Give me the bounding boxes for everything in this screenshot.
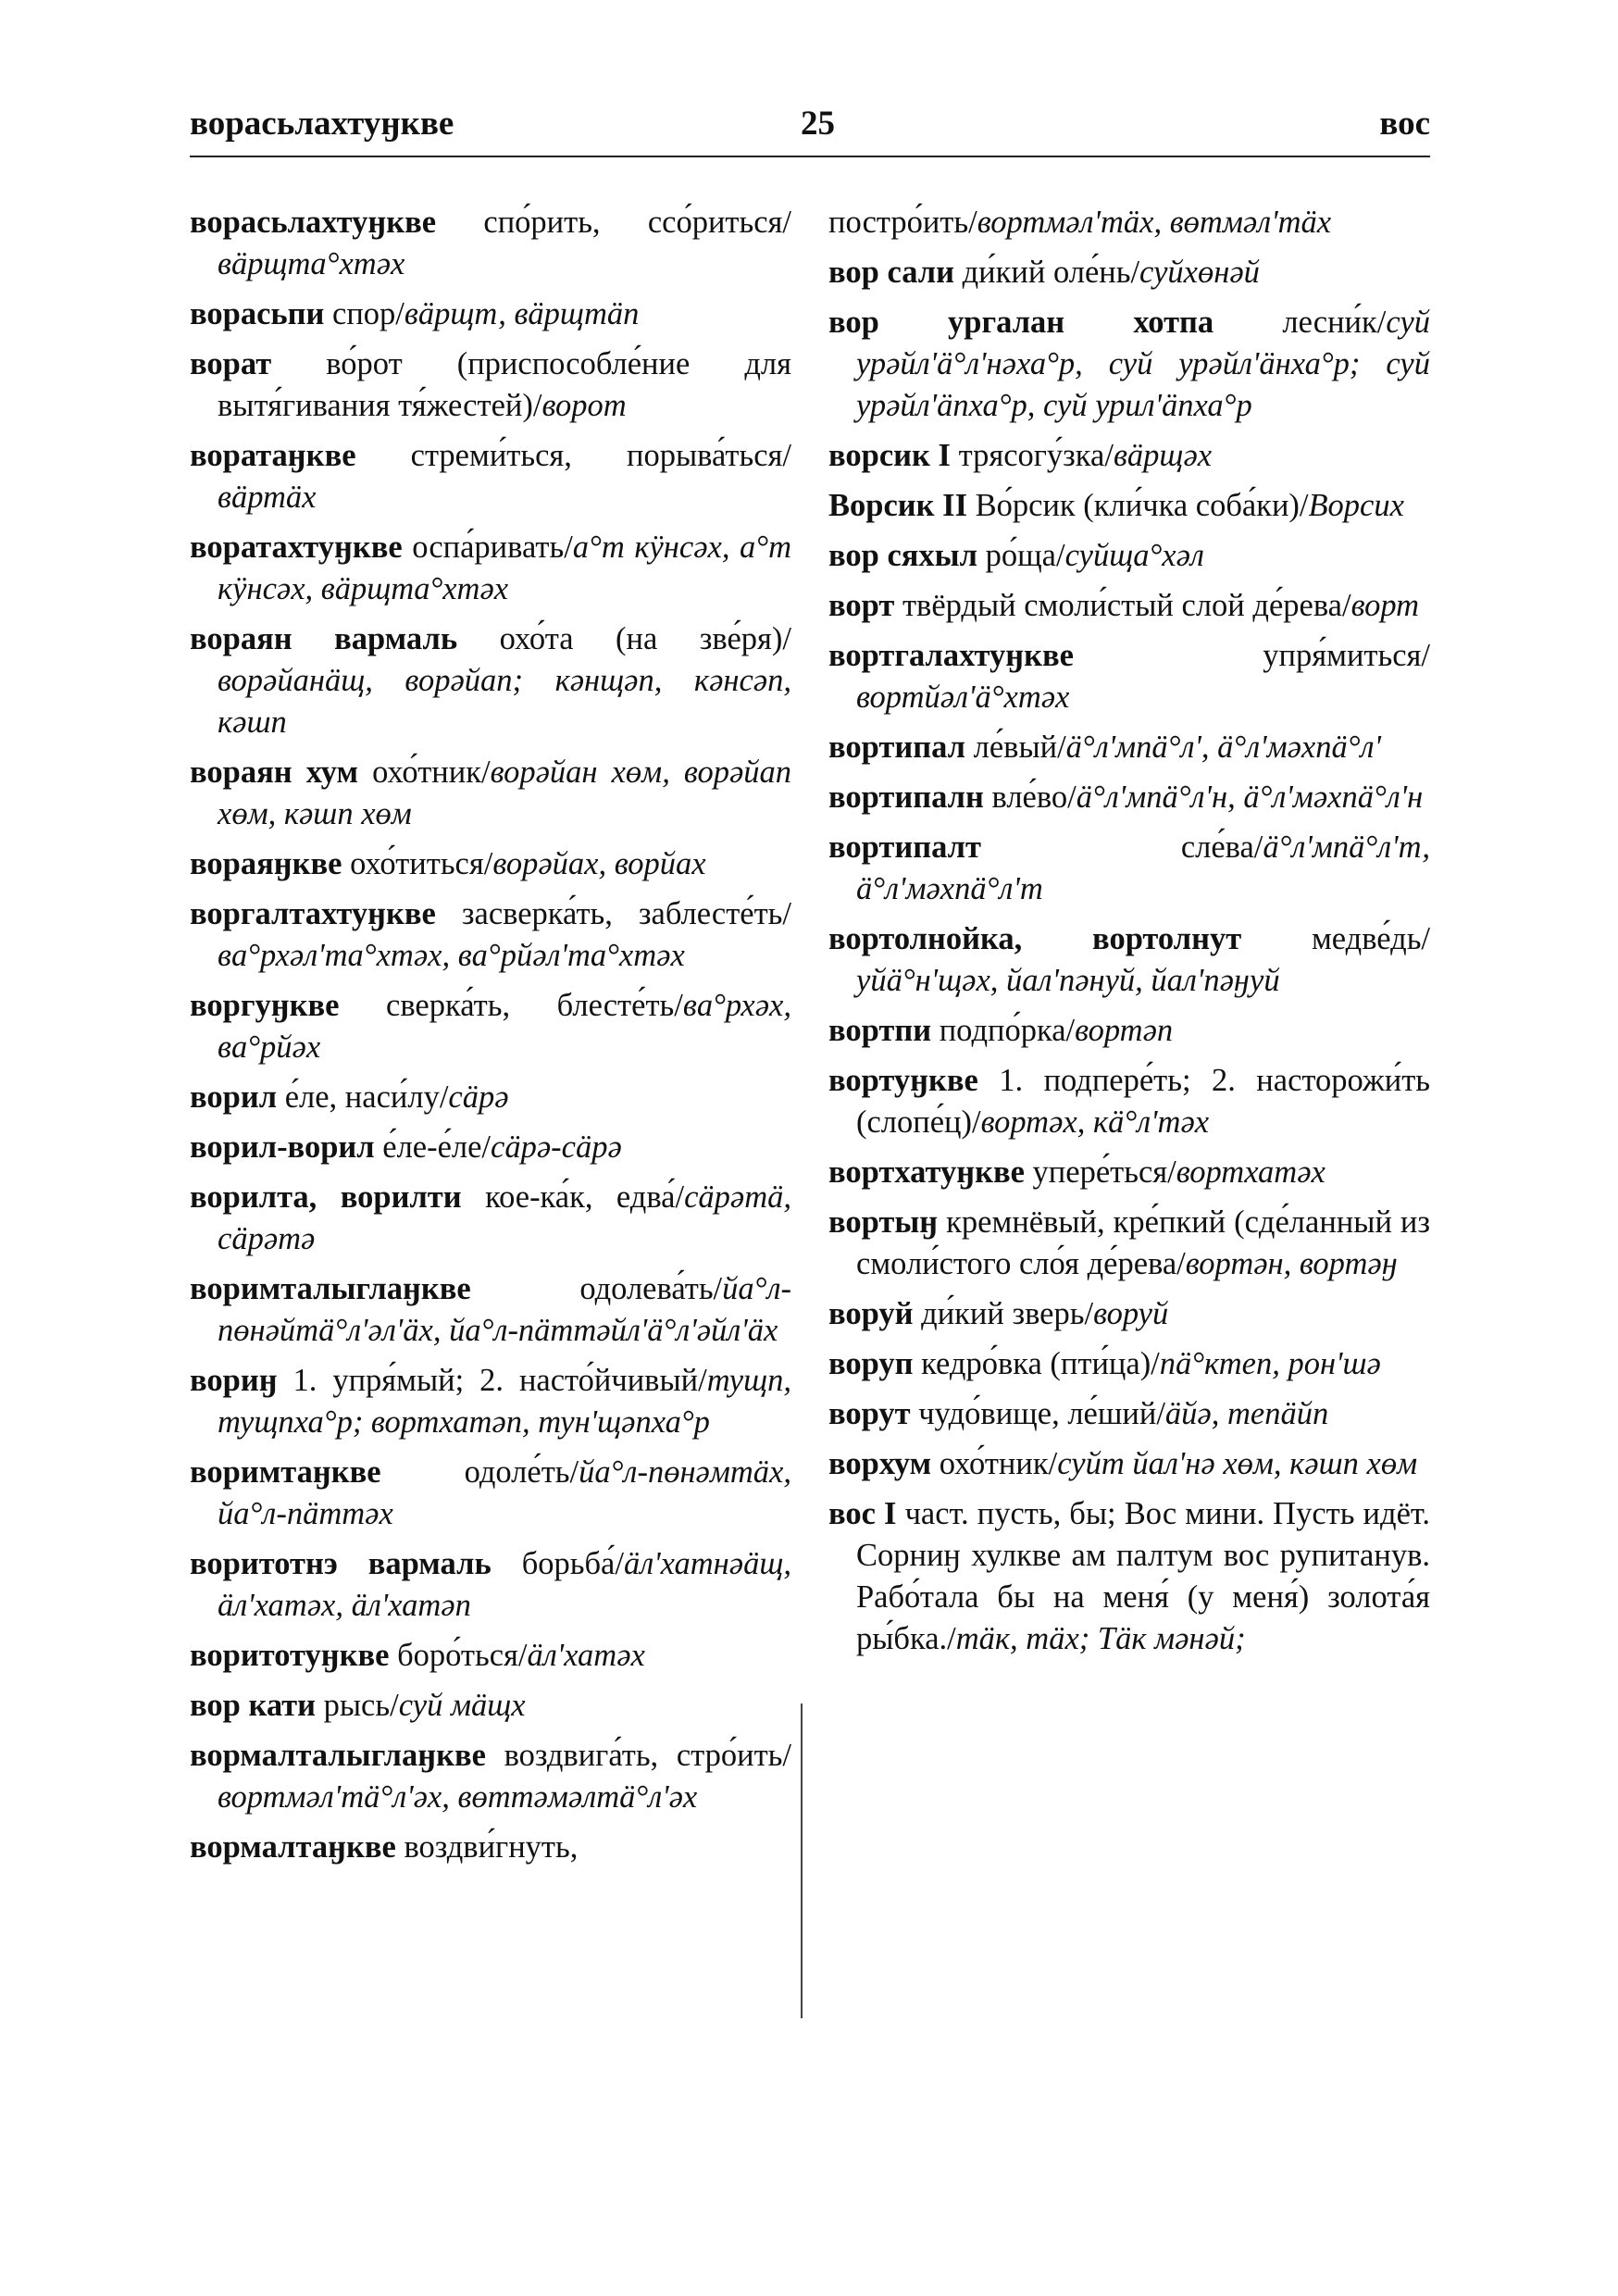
entry-mansi-translation: сäрə (448, 1079, 509, 1115)
entry-definition: твёрдый смоли́стый слой де́рева/ (902, 588, 1351, 623)
entry-definition: охо́титься/ (350, 846, 493, 881)
page-header (190, 104, 1430, 159)
entry-mansi-translation: ворəйанäщ, ворəйап; кəнщəп, кəнсəп, кəшп (218, 663, 791, 740)
entry-headword: воримтаӈкве (190, 1454, 381, 1490)
entry-definition: кремнёвый, кре́пкий (сде́ланный из смоли́стого сло́я де́рева/ (856, 1204, 1430, 1281)
dictionary-entry (190, 1268, 791, 1352)
dictionary-entry (828, 918, 1430, 1002)
entry-headword: воратахтуӈкве (190, 530, 403, 565)
header-right-headword: вос (1379, 105, 1430, 143)
entry-mansi-translation: вäртäх (218, 480, 317, 515)
dictionary-entry (190, 1685, 791, 1727)
entry-definition: ди́кий оле́нь/ (962, 255, 1140, 290)
entry-mansi-translation: вортмəл'тä°л'əх, вөттəмəлтä°л'əх (218, 1779, 698, 1815)
entry-headword: вос I (828, 1496, 897, 1531)
entry-headword: вор ургалан хотпа (828, 305, 1214, 340)
entry-definition: охо́тник/ (372, 755, 491, 790)
entry-headword: вораян вармаль (190, 621, 458, 656)
dictionary-entry (828, 202, 1430, 243)
dictionary-entry (828, 485, 1430, 527)
entry-headword: воритотнэ вармаль (190, 1546, 492, 1581)
entry-headword: ворат (190, 346, 272, 381)
entry-mansi-translation: вa°рхəл'тa°хтəх, вa°рйəл'тa°хтəх (218, 938, 685, 973)
entry-headword: воруй (828, 1296, 914, 1331)
page-number: 25 (801, 105, 835, 143)
dictionary-entry (828, 1393, 1430, 1435)
entry-definition: ле́вый/ (973, 730, 1066, 765)
entry-headword: ворилта, ворилти (190, 1179, 462, 1215)
dictionary-entry (828, 535, 1430, 577)
entry-headword: вортипалт (828, 830, 981, 865)
dictionary-entry (828, 827, 1430, 910)
dictionary-entry (190, 1543, 791, 1627)
dictionary-entry (828, 1493, 1430, 1660)
entry-definition: 1. упря́мый; 2. насто́йчивый/ (292, 1363, 707, 1398)
dictionary-entry (190, 1127, 791, 1168)
entry-mansi-translation: вортхатəх (1176, 1154, 1326, 1190)
entry-mansi-translation: воруй (1093, 1296, 1169, 1331)
entry-mansi-translation: вортмəл'тäх, вөтмəл'тäх (977, 205, 1332, 240)
dictionary-entry (828, 1343, 1430, 1385)
entry-definition: Во́рсик (кли́чка соба́ки)/ (975, 488, 1309, 523)
entry-mansi-translation: сäрə-сäрə (491, 1129, 622, 1165)
entry-headword: вормалталыглаӈкве (190, 1738, 486, 1773)
dictionary-entry (190, 843, 791, 885)
entry-headword: вортипалн (828, 780, 984, 815)
entry-mansi-translation: йа°л-пөнəйтä°л'əл'äх, йа°л-пäттəйл'ä°л'əйл'äх (218, 1271, 791, 1348)
entry-mansi-translation: суй урəйл'ä°л'нəха°р, суй урəйл'äнха°р; суй урəйл'äпха°р, суй урил'äпха°р (856, 305, 1431, 423)
entry-mansi-translation: Ворсих (1308, 488, 1404, 523)
entry-definition: упря́миться/ (1263, 638, 1430, 673)
entry-definition: трясогу́зка/ (958, 438, 1114, 473)
dictionary-entry (190, 752, 791, 835)
entry-headword: ворил (190, 1079, 278, 1115)
entry-definition: борьба́/ (521, 1546, 624, 1581)
entry-definition: сверка́ть, блесте́ть/ (386, 988, 683, 1023)
entry-headword: вораяӈкве (190, 846, 342, 881)
entry-headword: воруп (828, 1346, 914, 1381)
dictionary-entry (190, 1635, 791, 1677)
entry-mansi-translation: ä°л'мпä°л'т, ä°л'мəхпä°л'т (856, 830, 1430, 906)
dictionary-entry (828, 1060, 1430, 1143)
dictionary-entry (828, 1010, 1430, 1052)
entry-headword: ворут (828, 1396, 911, 1431)
right-column (828, 202, 1430, 1668)
entry-headword: воримталыглаӈкве (190, 1271, 471, 1306)
dictionary-entry (828, 635, 1430, 718)
entry-definition: 1. подпере́ть; 2. насторожи́ть (слопе́ц)/ (856, 1063, 1431, 1140)
dictionary-entry (190, 343, 791, 427)
entry-definition: одоле́ть/ (464, 1454, 579, 1490)
entry-headword: вораян хум (190, 755, 358, 790)
entry-mansi-translation: ворəйах, ворйах (492, 846, 706, 881)
entry-headword: вор кати (190, 1688, 316, 1723)
header-left-headword: ворасьлахтуӈкве (190, 105, 454, 143)
entry-mansi-translation: вортəп (1075, 1013, 1174, 1048)
dictionary-entry (190, 985, 791, 1068)
entry-headword: Ворсик II (828, 488, 967, 523)
entry-headword: вортуӈкве (828, 1063, 978, 1098)
entry-definition: ро́ща/ (985, 538, 1065, 573)
entry-headword: воратаӈкве (190, 438, 356, 473)
entry-definition: охо́та (на зве́ря)/ (499, 621, 792, 656)
dictionary-entry (828, 727, 1430, 768)
entry-headword: ворасьпи (190, 296, 325, 331)
entry-mansi-translation: äйə, тепäйп (1164, 1396, 1329, 1431)
entry-mansi-translation: ворт (1350, 588, 1420, 623)
entry-headword: ворил-ворил (190, 1129, 375, 1165)
dictionary-entry (828, 1293, 1430, 1335)
entry-headword: ворасьлахтуӈкве (190, 205, 437, 240)
entry-mansi-translation: вäрщəх (1113, 438, 1213, 473)
entry-mansi-translation: уйä°н'щəх, йал'пəнуй, йал'пəӈуй (856, 963, 1280, 998)
header-rule (190, 156, 1430, 157)
entry-definition: стреми́ться, порыва́ться/ (410, 438, 791, 473)
entry-headword: вортипал (828, 730, 965, 765)
dictionary-entry (190, 1360, 791, 1443)
entry-definition: во́рот (приспособле́ние для вытя́гивания тя́жестей)/ (218, 346, 792, 423)
entry-mansi-translation: вäрщтa°хтəх (218, 246, 405, 281)
entry-definition: воздви́гнуть, (404, 1829, 579, 1865)
entry-mansi-translation: вортйəл'ä°хтəх (856, 680, 1070, 715)
dictionary-entry (828, 585, 1430, 627)
entry-mansi-translation: суйщa°хəл (1064, 538, 1204, 573)
entry-mansi-translation: тущп, тущпха°р; вортхатəп, тун'щəпха°р (218, 1363, 792, 1440)
entry-mansi-translation: тäк, тäх; Тäк мəнəй; (955, 1621, 1246, 1656)
dictionary-entry (190, 1077, 791, 1118)
dictionary-entry (190, 1452, 791, 1535)
entry-definition: одолева́ть/ (579, 1271, 723, 1306)
entry-mansi-translation: ä°л'мпä°л', ä°л'мəхпä°л' (1065, 730, 1381, 765)
dictionary-entry (828, 1152, 1430, 1193)
entry-headword: воргуӈкве (190, 988, 340, 1023)
entry-mansi-translation: äл'хатəх (527, 1638, 645, 1673)
entry-mansi-translation: äл'хатнəäщ, äл'хатəх, äл'хатəп (218, 1546, 791, 1623)
entry-headword: воритотуӈкве (190, 1638, 390, 1673)
entry-headword: вор сяхыл (828, 538, 977, 573)
dictionary-entry (190, 618, 791, 743)
dictionary-entry (190, 1827, 791, 1868)
entry-headword: ворт (828, 588, 895, 623)
entry-definition: упере́ться/ (1032, 1154, 1176, 1190)
entry-mansi-translation: пä°ктеп, рон'шə (1159, 1346, 1381, 1381)
entry-headword: вориӈ (190, 1363, 278, 1398)
dictionary-entry (828, 1443, 1430, 1485)
entry-mansi-translation: сäрəтä, сäрəтə (218, 1179, 791, 1256)
entry-mansi-translation: ворəйан хөм, ворəйап хөм, кəшп хөм (218, 755, 792, 831)
entry-mansi-translation: a°т кÿнсəх, a°т кÿнсəх, вäрщтa°хтəх (218, 530, 791, 606)
entry-headword: вортолнойка, вортолнут (828, 921, 1242, 956)
entry-definition: охо́тник/ (939, 1446, 1058, 1481)
entry-headword: вортпи (828, 1013, 932, 1048)
entry-definition: оспа́ривать/ (412, 530, 573, 565)
entry-definition: воздвига́ть, стро́ить/ (504, 1738, 791, 1773)
entry-headword: вормалтаӈкве (190, 1829, 396, 1865)
entry-headword: ворхум (828, 1446, 932, 1481)
left-column (190, 202, 791, 1877)
column-divider (801, 1703, 803, 2018)
entry-definition: спор/ (332, 296, 404, 331)
dictionary-entry (190, 293, 791, 335)
entry-definition: кое-ка́к, едва́/ (485, 1179, 685, 1215)
entry-definition: вле́во/ (991, 780, 1077, 815)
entry-mansi-translation: суй мäщх (398, 1688, 526, 1723)
entry-mansi-translation: вортəх, кä°л'тəх (980, 1104, 1210, 1140)
entry-definition: рысь/ (323, 1688, 399, 1723)
dictionary-entry (828, 302, 1430, 427)
entry-mansi-translation: вортəн, вортəӈ (1185, 1246, 1398, 1281)
entry-definition: медве́дь/ (1311, 921, 1431, 956)
dictionary-entry (828, 435, 1430, 477)
entry-mansi-translation: вäрщт, вäрщтäп (404, 296, 640, 331)
entry-mansi-translation: суйхөнəй (1139, 255, 1260, 290)
dictionary-entry (828, 1202, 1430, 1285)
entry-mansi-translation: ворот (541, 388, 627, 423)
entry-definition: ди́кий зверь/ (921, 1296, 1094, 1331)
dictionary-entry (190, 435, 791, 518)
dictionary-entry (190, 1735, 791, 1818)
dictionary-entry (828, 252, 1430, 293)
entry-definition: сле́ва/ (1180, 830, 1263, 865)
entry-headword: вортгалахтуӈкве (828, 638, 1074, 673)
entry-headword: воргалтахтуӈкве (190, 896, 436, 931)
dictionary-entry (828, 777, 1430, 818)
entry-definition: кедро́вка (пти́ца)/ (921, 1346, 1160, 1381)
entry-definition: боро́ться/ (397, 1638, 528, 1673)
entry-headword: ворсик I (828, 438, 951, 473)
entry-headword: вор сали (828, 255, 954, 290)
entry-mansi-translation: ä°л'мпä°л'н, ä°л'мəхпä°л'н (1076, 780, 1424, 815)
dictionary-entry (190, 1177, 791, 1260)
entry-mansi-translation: суйт йал'нə хөм, кəшп хөм (1057, 1446, 1418, 1481)
dictionary-entry (190, 893, 791, 977)
dictionary-entry (190, 527, 791, 610)
entry-definition: чудо́вище, ле́ший/ (918, 1396, 1165, 1431)
entry-definition: засверка́ть, заблесте́ть/ (461, 896, 792, 931)
entry-definition: подпо́рка/ (939, 1013, 1076, 1048)
entry-mansi-translation: вa°рхəх, вa°рйəх (218, 988, 791, 1065)
entry-headword: вортхатуӈкве (828, 1154, 1025, 1190)
entry-definition: е́ле-е́ле/ (382, 1129, 492, 1165)
entry-definition: е́ле, наси́лу/ (284, 1079, 449, 1115)
entry-definition: постро́ить/ (828, 205, 977, 240)
entry-mansi-translation: йа°л-пөнəмтäх, йа°л-пäттəх (218, 1454, 791, 1531)
dictionary-entry (190, 202, 791, 285)
entry-definition: спо́рить, ссо́риться/ (483, 205, 792, 240)
entry-definition: лесни́к/ (1282, 305, 1387, 340)
entry-definition: част. пусть, бы; Вос мини. Пусть идёт. Сорниӈ хулкве ам палтум вос рупитанув. Рабо́тала бы на меня́ (у меня́) золота́я ры́бка./ (856, 1496, 1430, 1656)
entry-headword: вортыӈ (828, 1204, 939, 1240)
